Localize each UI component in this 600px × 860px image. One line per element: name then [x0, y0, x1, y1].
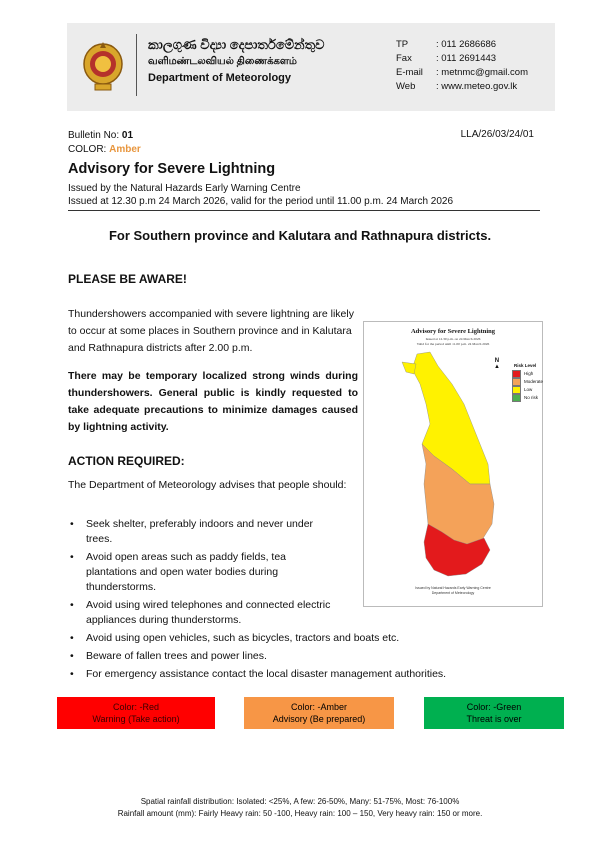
advises-text: The Department of Meteorology advises that people should: [68, 479, 347, 491]
section-divider [68, 210, 540, 211]
sri-lanka-emblem-icon [80, 36, 126, 96]
department-names [148, 36, 325, 87]
map-title: Advisory for Severe Lightning [410, 328, 496, 335]
north-arrow-icon: N ▲ [494, 358, 500, 370]
color-code-amber: Color: -Amber Advisory (Be prepared) [244, 697, 394, 729]
bulletin-color: Amber [109, 144, 141, 155]
list-item: • For emergency assistance contact the local disaster management authorities. [68, 667, 508, 682]
advisory-title: Advisory for Severe Lightning [68, 161, 276, 177]
sri-lanka-map [372, 344, 512, 584]
legend-item: No risk [512, 394, 543, 402]
legend-item: High [512, 370, 543, 378]
forecast-paragraph: Thundershowers accompanied with severe lightning are likely to occur at some places in Southern province and in Kalutara and Rathnapura districts after 2.00 p.m. [68, 308, 354, 354]
contact-tp: TP : 011 2686686 [396, 39, 497, 50]
contact-web: Web : www.meteo.gov.lk [396, 81, 518, 92]
bulletin-meta: Bulletin No: 01 COLOR: Amber [68, 130, 141, 155]
list-item: • Avoid open areas such as paddy fields, tea plantations and open water bodies during thunderstorms. [68, 550, 336, 595]
dept-name-english: Department of Meteorology [148, 72, 292, 84]
bulletin-reference: LLA/26/03/24/01 [460, 129, 534, 140]
dept-name-tamil: வளிமண்டலவியல் திணைக்களம் [148, 56, 297, 67]
color-code-green: Color: -Green Threat is over [424, 697, 564, 729]
list-item: • Avoid using open vehicles, such as bicycles, tractors and boats etc. [68, 631, 508, 646]
legend-item: Low [512, 386, 543, 394]
contact-block [396, 38, 528, 94]
list-item: • Seek shelter, preferably indoors and never under trees. [68, 517, 336, 547]
list-item: • Avoid using wired telephones and connected electric appliances during thunderstorms. [68, 598, 336, 628]
map-footer: Issued by Natural Hazards Early Warning Centre Department of Meteorology [415, 586, 491, 595]
contact-email: E-mail : metnmc@gmail.com [396, 67, 528, 78]
legend-item: Moderate [512, 378, 543, 386]
action-required-heading: ACTION REQUIRED: [68, 454, 185, 468]
map-subtitle: Issued at 12.30 p.m. on 24 March 2026 Valid for the period until 11.00 p.m. 24 March 2026 [416, 337, 490, 346]
be-aware-heading: PLEASE BE AWARE! [68, 272, 187, 286]
issued-info: Issued by the Natural Hazards Early Warning Centre Issued at 12.30 p.m 24 March 2026, valid for the period until 11.00 p.m. 24 March 2026 [68, 183, 454, 207]
dept-name-sinhala: කාලගුණ විද්‍යා දෙපාර්තමේන්තුව [148, 37, 325, 52]
bulletin-number: 01 [121, 130, 134, 141]
precaution-paragraph: There may be temporary localized strong winds during thundershowers. General public is kindly requested to take adequate precautions to minimize damages caused by lightning activity. [68, 370, 358, 433]
contact-fax: Fax : 011 2691443 [396, 53, 497, 64]
risk-map [363, 321, 543, 607]
region-heading: For Southern province and Kalutara and Rathnapura districts. [108, 228, 492, 243]
header-divider [136, 34, 137, 96]
list-item: • Beware of fallen trees and power lines. [68, 649, 508, 664]
color-code-red: Color: -Red Warning (Take action) [57, 697, 215, 729]
map-legend: Risk Level High Moderate Low No risk [514, 363, 544, 400]
rainfall-footnote: Spatial rainfall distribution: Isolated: <25%, A few: 26-50%, Many: 51-75%, Most: 76-100% Rainfall amount (mm): Fairly Heavy rain: 50 -100, Heavy rain: 100 – 150, Very heavy rain: 150 or more. [117, 797, 483, 818]
